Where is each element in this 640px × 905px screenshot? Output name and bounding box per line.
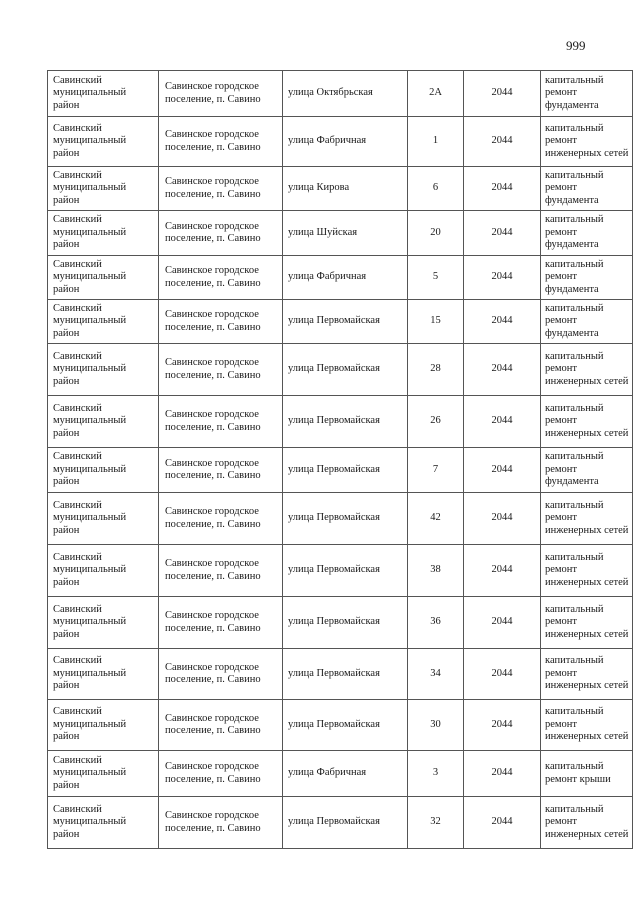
settlement-cell: Савинское городское поселение, п. Савино xyxy=(159,344,283,396)
street-cell: улица Первомайская xyxy=(283,300,408,344)
year-cell: 2044 xyxy=(464,597,541,649)
work-type-cell: капитальный ремонт фундамента xyxy=(541,300,633,344)
street-cell: улица Первомайская xyxy=(283,493,408,545)
district-cell: Савинский муниципальный район xyxy=(48,700,159,751)
house-number-cell: 26 xyxy=(408,396,464,448)
district-cell: Савинский муниципальный район xyxy=(48,167,159,211)
district-cell: Савинский муниципальный район xyxy=(48,797,159,849)
table-row xyxy=(48,71,633,117)
work-type-cell: капитальный ремонт инженерных сетей xyxy=(541,344,633,396)
table-row xyxy=(48,545,633,597)
house-number-cell: 7 xyxy=(408,448,464,493)
house-number-cell: 3 xyxy=(408,751,464,797)
table-row xyxy=(48,493,633,545)
work-type-cell: капитальный ремонт фундамента xyxy=(541,71,633,117)
house-number-cell: 6 xyxy=(408,167,464,211)
district-cell: Савинский муниципальный район xyxy=(48,751,159,797)
work-type-cell: капитальный ремонт инженерных сетей xyxy=(541,597,633,649)
year-cell: 2044 xyxy=(464,751,541,797)
year-cell: 2044 xyxy=(464,396,541,448)
district-cell: Савинский муниципальный район xyxy=(48,396,159,448)
year-cell: 2044 xyxy=(464,71,541,117)
table-row xyxy=(48,797,633,849)
table-row xyxy=(48,448,633,493)
work-type-cell: капитальный ремонт инженерных сетей xyxy=(541,649,633,700)
house-number-cell: 36 xyxy=(408,597,464,649)
house-number-cell: 42 xyxy=(408,493,464,545)
district-cell: Савинский муниципальный район xyxy=(48,597,159,649)
house-number-cell: 28 xyxy=(408,344,464,396)
settlement-cell: Савинское городское поселение, п. Савино xyxy=(159,700,283,751)
work-type-cell: капитальный ремонт инженерных сетей xyxy=(541,117,633,167)
work-type-cell: капитальный ремонт инженерных сетей xyxy=(541,700,633,751)
street-cell: улица Первомайская xyxy=(283,545,408,597)
settlement-cell: Савинское городское поселение, п. Савино xyxy=(159,117,283,167)
settlement-cell: Савинское городское поселение, п. Савино xyxy=(159,71,283,117)
settlement-cell: Савинское городское поселение, п. Савино xyxy=(159,797,283,849)
settlement-cell: Савинское городское поселение, п. Савино xyxy=(159,300,283,344)
settlement-cell: Савинское городское поселение, п. Савино xyxy=(159,597,283,649)
house-number-cell: 5 xyxy=(408,256,464,300)
settlement-cell: Савинское городское поселение, п. Савино xyxy=(159,751,283,797)
year-cell: 2044 xyxy=(464,797,541,849)
year-cell: 2044 xyxy=(464,117,541,167)
district-cell: Савинский муниципальный район xyxy=(48,117,159,167)
street-cell: улица Первомайская xyxy=(283,396,408,448)
district-cell: Савинский муниципальный район xyxy=(48,545,159,597)
street-cell: улица Первомайская xyxy=(283,344,408,396)
year-cell: 2044 xyxy=(464,545,541,597)
year-cell: 2044 xyxy=(464,700,541,751)
table-row xyxy=(48,649,633,700)
page-number: 999 xyxy=(566,38,586,53)
district-cell: Савинский муниципальный район xyxy=(48,211,159,256)
settlement-cell: Савинское городское поселение, п. Савино xyxy=(159,167,283,211)
house-number-cell: 2А xyxy=(408,71,464,117)
street-cell: улица Первомайская xyxy=(283,797,408,849)
table-body xyxy=(48,71,633,849)
year-cell: 2044 xyxy=(464,167,541,211)
work-type-cell: капитальный ремонт инженерных сетей xyxy=(541,493,633,545)
year-cell: 2044 xyxy=(464,493,541,545)
house-number-cell: 38 xyxy=(408,545,464,597)
table-row xyxy=(48,256,633,300)
work-type-cell: капитальный ремонт инженерных сетей xyxy=(541,545,633,597)
street-cell: улица Первомайская xyxy=(283,597,408,649)
house-number-cell: 15 xyxy=(408,300,464,344)
work-type-cell: капитальный ремонт инженерных сетей xyxy=(541,396,633,448)
table-row xyxy=(48,700,633,751)
work-type-cell: капитальный ремонт фундамента xyxy=(541,211,633,256)
settlement-cell: Савинское городское поселение, п. Савино xyxy=(159,211,283,256)
settlement-cell: Савинское городское поселение, п. Савино xyxy=(159,493,283,545)
year-cell: 2044 xyxy=(464,256,541,300)
settlement-cell: Савинское городское поселение, п. Савино xyxy=(159,256,283,300)
street-cell: улица Первомайская xyxy=(283,700,408,751)
table-row xyxy=(48,167,633,211)
year-cell: 2044 xyxy=(464,300,541,344)
work-type-cell: капитальный ремонт фундамента xyxy=(541,448,633,493)
settlement-cell: Савинское городское поселение, п. Савино xyxy=(159,448,283,493)
street-cell: улица Октябрьская xyxy=(283,71,408,117)
district-cell: Савинский муниципальный район xyxy=(48,256,159,300)
house-number-cell: 1 xyxy=(408,117,464,167)
street-cell: улица Кирова xyxy=(283,167,408,211)
street-cell: улица Фабричная xyxy=(283,256,408,300)
table-row xyxy=(48,344,633,396)
house-number-cell: 30 xyxy=(408,700,464,751)
year-cell: 2044 xyxy=(464,448,541,493)
settlement-cell: Савинское городское поселение, п. Савино xyxy=(159,396,283,448)
street-cell: улица Первомайская xyxy=(283,448,408,493)
district-cell: Савинский муниципальный район xyxy=(48,448,159,493)
year-cell: 2044 xyxy=(464,649,541,700)
year-cell: 2044 xyxy=(464,344,541,396)
street-cell: улица Фабричная xyxy=(283,751,408,797)
table-row xyxy=(48,117,633,167)
house-number-cell: 32 xyxy=(408,797,464,849)
district-cell: Савинский муниципальный район xyxy=(48,493,159,545)
table-row xyxy=(48,211,633,256)
table-row xyxy=(48,751,633,797)
street-cell: улица Фабричная xyxy=(283,117,408,167)
district-cell: Савинский муниципальный район xyxy=(48,344,159,396)
year-cell: 2044 xyxy=(464,211,541,256)
work-type-cell: капитальный ремонт крыши xyxy=(541,751,633,797)
district-cell: Савинский муниципальный район xyxy=(48,71,159,117)
work-type-cell: капитальный ремонт фундамента xyxy=(541,256,633,300)
table-row xyxy=(48,597,633,649)
table-row xyxy=(48,300,633,344)
district-cell: Савинский муниципальный район xyxy=(48,300,159,344)
street-cell: улица Первомайская xyxy=(283,649,408,700)
district-cell: Савинский муниципальный район xyxy=(48,649,159,700)
settlement-cell: Савинское городское поселение, п. Савино xyxy=(159,545,283,597)
house-number-cell: 20 xyxy=(408,211,464,256)
work-type-cell: капитальный ремонт фундамента xyxy=(541,167,633,211)
settlement-cell: Савинское городское поселение, п. Савино xyxy=(159,649,283,700)
repair-schedule-table xyxy=(47,70,633,849)
street-cell: улица Шуйская xyxy=(283,211,408,256)
house-number-cell: 34 xyxy=(408,649,464,700)
table-row xyxy=(48,396,633,448)
work-type-cell: капитальный ремонт инженерных сетей xyxy=(541,797,633,849)
